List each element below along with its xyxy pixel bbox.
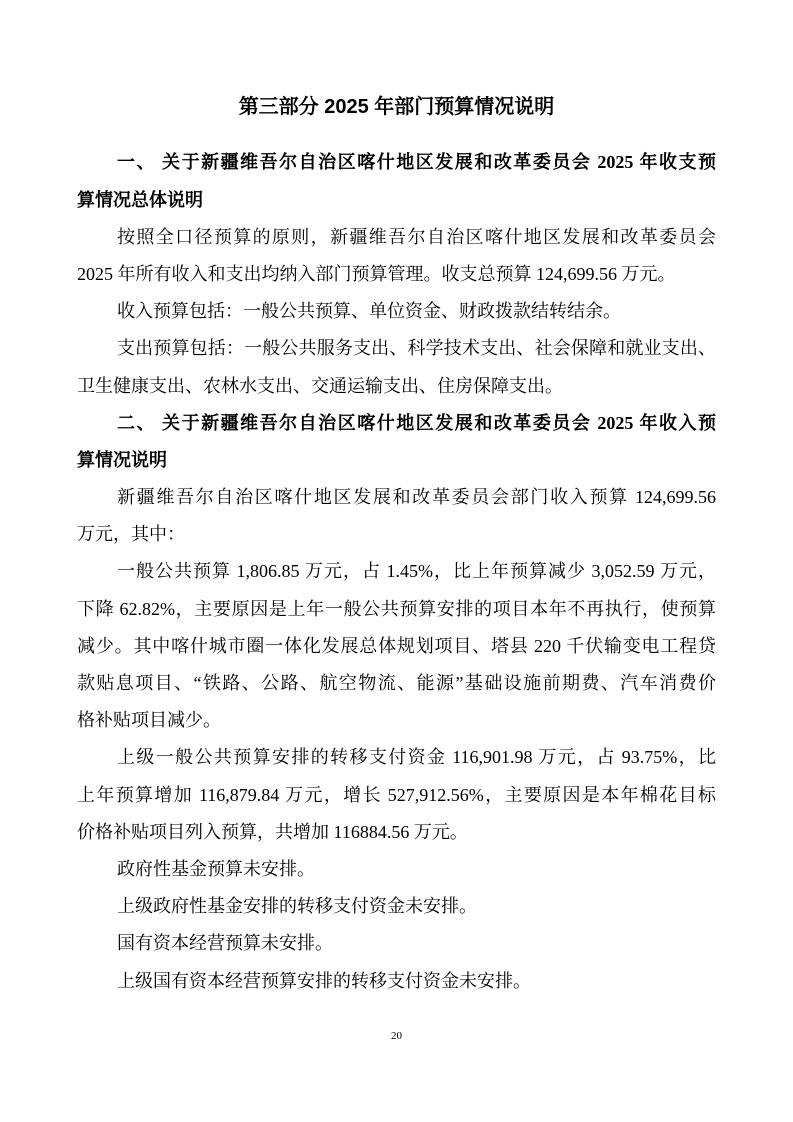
paragraph-line: 收入预算包括：一般公共预算、单位资金、财政拨款结转结余。 [117, 301, 621, 322]
section-1-heading-line-1: 一、 关于新疆维吾尔自治区喀什地区发展和改革委员会 2025 年收支预 [117, 152, 716, 173]
section-2-heading-line-1: 二、 关于新疆维吾尔自治区喀什地区发展和改革委员会 2025 年收入预 [117, 412, 716, 433]
section-1-paragraph-3 [77, 330, 716, 404]
paragraph-line: 格补贴项目减少。 [77, 710, 221, 731]
paragraph-line: 价格补贴项目列入预算，共增加 116884.56 万元。 [77, 821, 468, 842]
paragraph-line: 按照全口径预算的原则，新疆维吾尔自治区喀什地区发展和改革委员会 [117, 226, 716, 247]
section-2-paragraph-3 [77, 739, 716, 851]
paragraph-line: 上级国有资本经营预算安排的转移支付资金未安排。 [117, 970, 531, 991]
paragraph-line: 上年预算增加 116,879.84 万元，增长 527,912.56%，主要原因是本年棉花目标 [77, 784, 716, 805]
page-number: 20 [391, 1030, 402, 1042]
section-2-paragraph-2 [77, 553, 716, 739]
paragraph-line: 万元，其中： [77, 524, 185, 545]
paragraph-line: 款贴息项目、“铁路、公路、航空物流、能源”基础设施前期费、汽车消费价 [77, 673, 716, 694]
document-body [77, 144, 716, 999]
paragraph-line: 上级政府性基金安排的转移支付资金未安排。 [117, 896, 477, 917]
section-2-paragraph-6 [77, 925, 716, 962]
paragraph-line: 新疆维吾尔自治区喀什地区发展和改革委员会部门收入预算 124,699.56 [117, 487, 716, 508]
paragraph-line: 上级一般公共预算安排的转移支付资金 116,901.98 万元，占 93.75%，比 [117, 747, 716, 768]
paragraph-line: 一般公共预算 1,806.85 万元，占 1.45%，比上年预算减少 3,052.59 万元， [117, 561, 716, 582]
paragraph-line: 支出预算包括：一般公共服务支出、科学技术支出、社会保障和就业支出、 [117, 338, 716, 359]
section-1-heading [77, 144, 716, 218]
section-2-heading [77, 405, 716, 479]
page-title: 第三部分 2025 年部门预算情况说明 [238, 96, 555, 118]
section-2-paragraph-5 [77, 888, 716, 925]
section-1-paragraph-1 [77, 219, 716, 293]
paragraph-line: 国有资本经营预算未安排。 [117, 933, 333, 954]
section-2-paragraph-1 [77, 479, 716, 553]
paragraph-line: 卫生健康支出、农林水支出、交通运输支出、住房保障支出。 [77, 375, 563, 396]
section-2-heading-line-2: 算情况说明 [77, 449, 167, 470]
paragraph-line: 政府性基金预算未安排。 [117, 858, 315, 879]
paragraph-line: 减少。其中喀什城市圈一体化发展总体规划项目、塔县 220 千伏输变电工程贷 [77, 635, 716, 656]
section-2-paragraph-4 [77, 851, 716, 888]
section-2-paragraph-7 [77, 963, 716, 1000]
paragraph-line: 2025 年所有收入和支出均纳入部门预算管理。收支总预算 124,699.56 万元。 [77, 263, 676, 284]
paragraph-line: 下降 62.82%，主要原因是上年一般公共预算安排的项目本年不再执行，使预算 [77, 598, 716, 619]
section-1-heading-line-2: 算情况总体说明 [77, 189, 203, 210]
section-1-paragraph-2 [77, 293, 716, 330]
